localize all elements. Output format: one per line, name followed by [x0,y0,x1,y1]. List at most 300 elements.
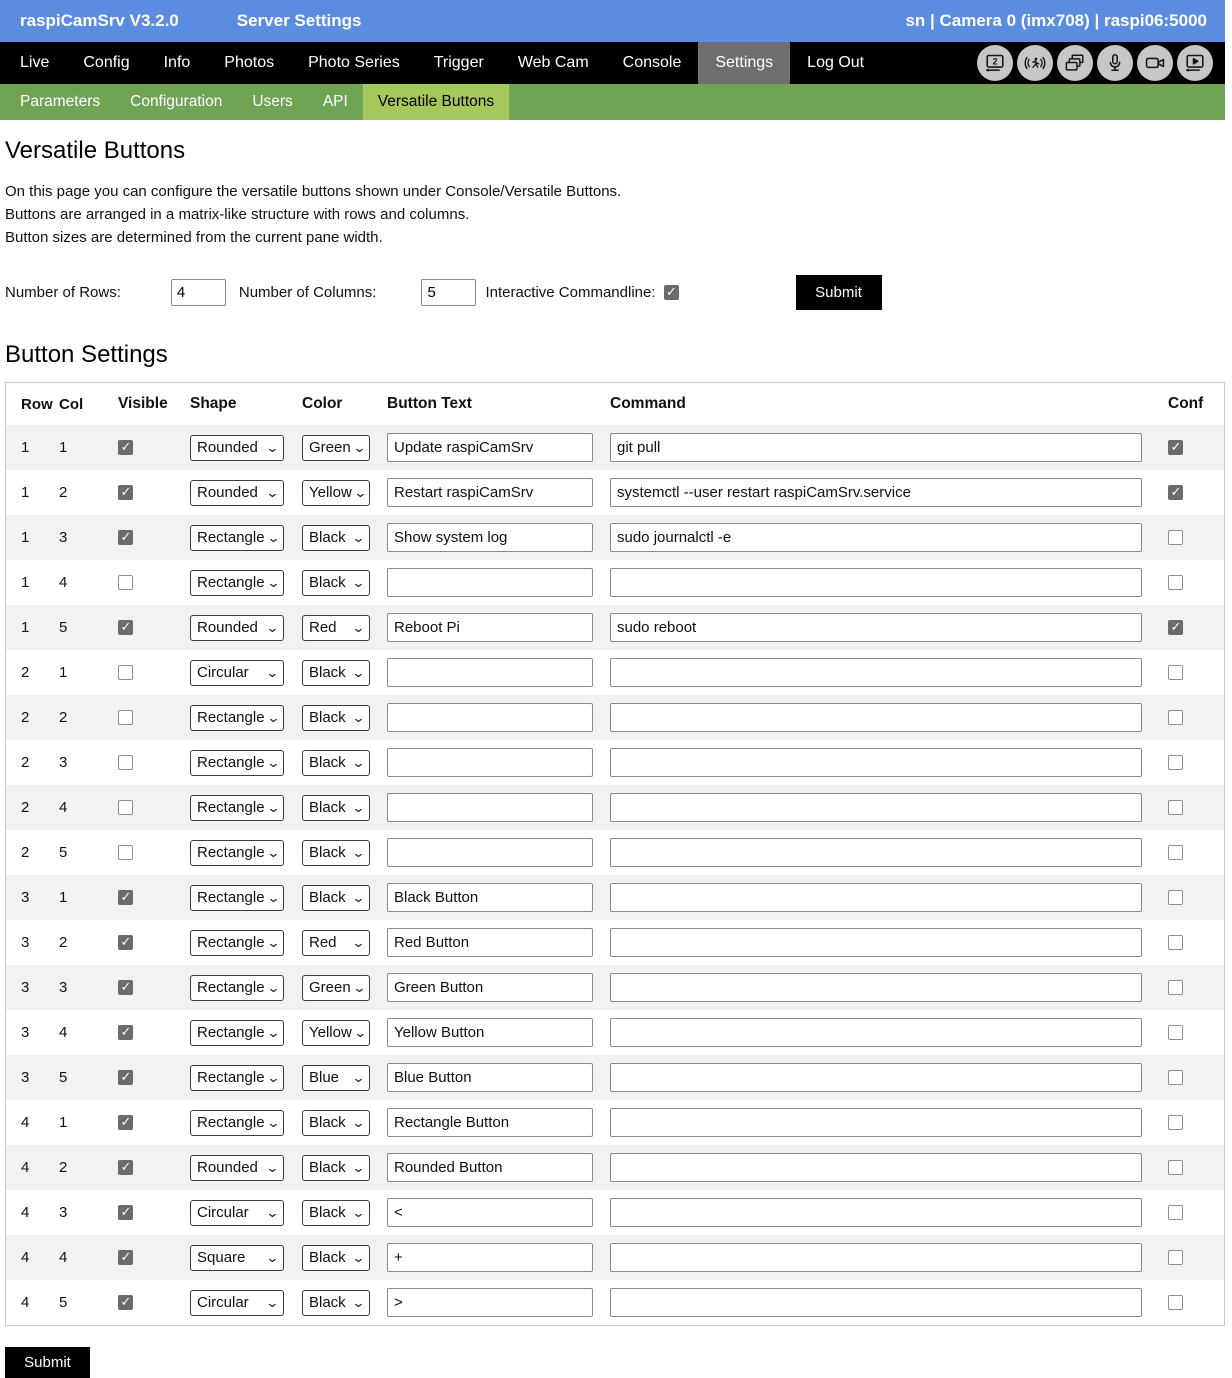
visible-checkbox[interactable] [118,1250,133,1265]
app-title: raspiCamSrv V3.2.0 [20,11,179,30]
color-selected-value: Yellow [309,1024,352,1041]
table-row [6,920,1224,965]
visible-checkbox[interactable] [118,485,133,500]
display-2-icon[interactable] [977,45,1013,81]
table-row [6,1235,1224,1280]
color-select[interactable] [302,435,370,461]
shape-selected-value: Rounded [197,1159,258,1176]
shape-select[interactable] [190,885,284,911]
video-camera-icon[interactable] [1137,45,1173,81]
col-number: 5 [59,1069,68,1086]
color-selected-value: Black [309,754,346,771]
shape-selected-value: Rectangle [197,1069,265,1086]
chevron-down-icon: ⌄ [353,1024,368,1040]
visible-checkbox[interactable] [118,620,133,635]
shape-selected-value: Rectangle [197,529,265,546]
command-input[interactable] [610,1198,1142,1227]
table-row [6,740,1224,785]
row-number: 3 [21,1069,30,1086]
table-row [6,605,1224,650]
media-player-icon[interactable] [1177,45,1213,81]
color-selected-value: Black [309,1204,346,1221]
row-number: 4 [21,1159,30,1176]
nav-item-live[interactable]: Live [20,54,50,71]
color-select[interactable] [302,1155,370,1181]
shape-select[interactable] [190,1020,284,1046]
subnav-item-users[interactable]: Users [252,93,293,110]
table-row [6,830,1224,875]
shape-selected-value: Circular [197,664,249,681]
color-select[interactable] [302,1020,370,1046]
color-selected-value: Black [309,1114,346,1131]
button-text-input[interactable] [387,658,593,687]
row-number: 1 [21,529,30,546]
nav-item-trigger[interactable]: Trigger [433,54,484,71]
shape-selected-value: Rounded [197,484,258,501]
row-number: 2 [21,754,30,771]
subnav-item-configuration[interactable]: Configuration [130,93,223,110]
command-input[interactable] [610,1108,1142,1137]
nav-icon-strip [977,42,1225,84]
chevron-down-icon: ⌄ [351,1159,366,1175]
chevron-down-icon: ⌄ [352,979,367,995]
shape-select[interactable] [190,750,284,776]
chevron-down-icon: ⌄ [351,1204,366,1220]
main-content [0,137,1232,1378]
command-input[interactable] [610,613,1142,642]
conf-checkbox[interactable] [1168,620,1183,635]
cols-label: Number of Columns: [238,284,377,301]
row-number: 1 [21,619,30,636]
shape-select[interactable] [190,615,284,641]
color-selected-value: Green [309,979,351,996]
color-select[interactable] [302,525,370,551]
conf-checkbox[interactable] [1168,755,1183,770]
nav-item-info[interactable]: Info [163,54,191,71]
table-row [6,965,1224,1010]
chevron-down-icon: ⌄ [265,439,280,455]
chevron-down-icon: ⌄ [353,484,368,500]
header-visible: Visible [118,395,168,412]
color-select[interactable] [302,840,370,866]
color-selected-value: Black [309,799,346,816]
header-shape: Shape [190,395,237,412]
col-number: 5 [59,1294,68,1311]
shape-selected-value: Rectangle [197,844,265,861]
chevron-down-icon: ⌄ [265,709,281,725]
color-selected-value: Black [309,529,346,546]
row-number: 2 [21,799,30,816]
button-text-input[interactable] [387,1018,593,1047]
shape-selected-value: Rectangle [197,979,265,996]
conf-checkbox[interactable] [1168,665,1183,680]
col-number: 4 [59,574,68,591]
top-header-bar [0,0,1225,42]
conf-checkbox[interactable] [1168,800,1183,815]
visible-checkbox[interactable] [118,800,133,815]
chevron-down-icon: ⌄ [265,979,281,995]
chevron-down-icon: ⌄ [351,709,366,725]
chevron-down-icon: ⌄ [265,1114,281,1130]
color-selected-value: Green [309,439,351,456]
nav-item-console[interactable]: Console [622,54,682,71]
chevron-down-icon: ⌄ [265,1294,280,1310]
col-number: 2 [59,709,68,726]
conf-checkbox[interactable] [1168,485,1183,500]
shape-selected-value: Rectangle [197,754,265,771]
header-color: Color [302,395,343,412]
table-row [6,695,1224,740]
conf-checkbox[interactable] [1168,575,1183,590]
chevron-down-icon: ⌄ [265,574,281,590]
chevron-down-icon: ⌄ [351,1114,366,1130]
button-text-input[interactable] [387,928,593,957]
table-row [6,425,1224,470]
conf-checkbox[interactable] [1168,710,1183,725]
row-number: 1 [21,484,30,501]
conf-checkbox[interactable] [1168,1160,1183,1175]
table-row [6,470,1224,515]
col-number: 1 [59,889,68,906]
visible-checkbox[interactable] [118,440,133,455]
color-select[interactable] [302,705,370,731]
button-text-input[interactable] [387,1153,593,1182]
table-row [6,1100,1224,1145]
chevron-down-icon: ⌄ [265,664,280,680]
conf-checkbox[interactable] [1168,845,1183,860]
command-input[interactable] [610,973,1142,1002]
row-number: 3 [21,889,30,906]
command-input[interactable] [610,748,1142,777]
nav-items [3,42,881,84]
table-row [6,1010,1224,1055]
button-text-input[interactable] [387,703,593,732]
col-number: 4 [59,1249,68,1266]
chevron-down-icon: ⌄ [265,484,280,500]
chevron-down-icon: ⌄ [351,619,366,635]
color-select[interactable] [302,1065,370,1091]
shape-select[interactable] [190,1110,284,1136]
col-number: 2 [59,484,68,501]
conf-checkbox[interactable] [1168,1250,1183,1265]
conf-checkbox[interactable] [1168,530,1183,545]
chevron-down-icon: ⌄ [265,1024,281,1040]
button-settings-heading: Button Settings [5,341,168,368]
table-header-row [6,383,1224,425]
button-table-body [6,425,1224,1325]
button-text-input[interactable] [387,523,593,552]
shape-select[interactable] [190,1200,284,1226]
color-select[interactable] [302,1200,370,1226]
photo-series-icon[interactable] [1057,45,1093,81]
chevron-down-icon: ⌄ [351,799,366,815]
chevron-down-icon: ⌄ [351,574,366,590]
chevron-down-icon: ⌄ [351,844,366,860]
chevron-down-icon: ⌄ [352,439,367,455]
table-row [6,560,1224,605]
button-text-input[interactable] [387,883,593,912]
chevron-down-icon: ⌄ [351,1249,366,1265]
visible-checkbox[interactable] [118,575,133,590]
col-number: 4 [59,1024,68,1041]
shape-select[interactable] [190,1290,284,1316]
header-command: Command [610,395,686,412]
command-input[interactable] [610,1018,1142,1047]
command-input[interactable] [610,568,1142,597]
row-number: 2 [21,844,30,861]
command-input[interactable] [610,433,1142,462]
button-settings-table [5,382,1225,1326]
interactive-commandline-label: Interactive Commandline: [485,284,656,301]
color-selected-value: Black [309,664,346,681]
color-select[interactable] [302,480,370,506]
button-text-input[interactable] [387,568,593,597]
conf-checkbox[interactable] [1168,935,1183,950]
shape-selected-value: Rectangle [197,709,265,726]
description-line: On this page you can configure the versatile buttons shown under Console/Versatile Buttons. [5,183,622,200]
row-number: 3 [21,1024,30,1041]
chevron-down-icon: ⌄ [351,754,366,770]
col-number: 1 [59,1114,68,1131]
row-number: 4 [21,1249,30,1266]
color-select[interactable] [302,930,370,956]
table-submit-button[interactable]: Submit [5,1347,90,1378]
shape-select[interactable] [190,1155,284,1181]
conf-checkbox[interactable] [1168,1070,1183,1085]
row-number: 4 [21,1114,30,1131]
visible-checkbox[interactable] [118,1070,133,1085]
row-number: 4 [21,1204,30,1221]
chevron-down-icon: ⌄ [351,529,366,545]
motion-detection-icon[interactable] [1017,45,1053,81]
row-number: 3 [21,979,30,996]
col-number: 5 [59,844,68,861]
col-number: 2 [59,934,68,951]
button-text-input[interactable] [387,748,593,777]
button-text-input[interactable] [387,793,593,822]
nav-item-config[interactable]: Config [83,54,130,71]
row-number: 1 [21,439,30,456]
visible-checkbox[interactable] [118,1295,133,1310]
chevron-down-icon: ⌄ [265,619,280,635]
chevron-down-icon: ⌄ [265,889,281,905]
conf-checkbox[interactable] [1168,1205,1183,1220]
row-number: 3 [21,934,30,951]
visible-checkbox[interactable] [118,845,133,860]
col-number: 5 [59,619,68,636]
chevron-down-icon: ⌄ [265,934,281,950]
col-number: 3 [59,1204,68,1221]
nav-item-photos[interactable]: Photos [224,54,275,71]
button-text-input[interactable] [387,1243,593,1272]
conf-checkbox[interactable] [1168,440,1183,455]
color-select[interactable] [302,1110,370,1136]
table-row [6,515,1224,560]
nav-item-settings[interactable]: Settings [698,42,790,84]
subnav-item-parameters[interactable]: Parameters [20,93,101,110]
color-selected-value: Blue [309,1069,340,1086]
command-input[interactable] [610,658,1142,687]
interactive-commandline-checkbox[interactable] [664,285,679,300]
color-selected-value: Black [309,574,346,591]
color-select[interactable] [302,615,370,641]
button-text-input[interactable] [387,1108,593,1137]
button-text-input[interactable] [387,838,593,867]
shape-select[interactable] [190,705,284,731]
button-text-input[interactable] [387,1288,593,1317]
button-text-input[interactable] [387,1063,593,1092]
color-select[interactable] [302,975,370,1001]
color-select[interactable] [302,885,370,911]
command-input[interactable] [610,1288,1142,1317]
visible-checkbox[interactable] [118,710,133,725]
color-select[interactable] [302,660,370,686]
chevron-down-icon: ⌄ [265,1249,280,1265]
chevron-down-icon: ⌄ [265,1204,280,1220]
row-number: 1 [21,574,30,591]
nav-item-photo-series[interactable]: Photo Series [308,54,400,71]
subnav-item-versatile-buttons[interactable]: Versatile Buttons [363,84,509,120]
col-number: 4 [59,799,68,816]
page-heading: Versatile Buttons [5,137,186,164]
conf-checkbox[interactable] [1168,980,1183,995]
visible-checkbox[interactable] [118,890,133,905]
table-row [6,1280,1224,1325]
chevron-down-icon: ⌄ [265,799,281,815]
shape-selected-value: Rectangle [197,799,265,816]
chevron-down-icon: ⌄ [351,889,366,905]
col-number: 3 [59,979,68,996]
conf-checkbox[interactable] [1168,1115,1183,1130]
visible-checkbox[interactable] [118,1025,133,1040]
chevron-down-icon: ⌄ [265,754,281,770]
shape-select[interactable] [190,480,284,506]
button-text-input[interactable] [387,613,593,642]
nav-item-log-out[interactable]: Log Out [807,54,865,71]
table-row [6,1190,1224,1235]
row-number: 2 [21,664,30,681]
col-number: 2 [59,1159,68,1176]
chevron-down-icon: ⌄ [265,1159,280,1175]
cols-input[interactable] [421,279,476,306]
conf-checkbox[interactable] [1168,890,1183,905]
chevron-down-icon: ⌄ [265,529,281,545]
shape-select[interactable] [190,525,284,551]
shape-selected-value: Rectangle [197,1114,265,1131]
shape-selected-value: Square [197,1249,246,1266]
visible-checkbox[interactable] [118,755,133,770]
command-input[interactable] [610,523,1142,552]
color-selected-value: Black [309,889,346,906]
visible-checkbox[interactable] [118,1115,133,1130]
color-select[interactable] [302,795,370,821]
shape-select[interactable] [190,570,284,596]
visible-checkbox[interactable] [118,1160,133,1175]
chevron-down-icon: ⌄ [265,844,281,860]
color-selected-value: Yellow [309,484,352,501]
rows-input[interactable] [171,279,226,306]
shape-selected-value: Rectangle [197,1024,265,1041]
shape-selected-value: Rectangle [197,889,265,906]
shape-selected-value: Rounded [197,619,258,636]
chevron-down-icon: ⌄ [351,1294,366,1310]
col-number: 3 [59,529,68,546]
description-line: Buttons are arranged in a matrix-like structure with rows and columns. [5,206,470,223]
shape-select[interactable] [190,1245,284,1271]
color-selected-value: Black [309,1294,346,1311]
shape-select[interactable] [190,840,284,866]
shape-select[interactable] [190,795,284,821]
col-number: 3 [59,754,68,771]
button-text-input[interactable] [387,1198,593,1227]
command-input[interactable] [610,1153,1142,1182]
visible-checkbox[interactable] [118,665,133,680]
microphone-icon[interactable] [1097,45,1133,81]
table-row [6,1055,1224,1100]
visible-checkbox[interactable] [118,530,133,545]
color-select[interactable] [302,1245,370,1271]
color-select[interactable] [302,750,370,776]
color-selected-value: Black [309,1249,346,1266]
command-input[interactable] [610,928,1142,957]
button-text-input[interactable] [387,478,593,507]
header-row: Row [21,395,53,413]
shape-select[interactable] [190,660,284,686]
visible-checkbox[interactable] [118,980,133,995]
color-select[interactable] [302,570,370,596]
config-submit-button[interactable]: Submit [796,275,882,310]
subnav-item-api[interactable]: API [322,93,348,110]
page-title: Server Settings [236,11,362,30]
svg-text:2: 2 [992,56,998,67]
button-text-input[interactable] [387,433,593,462]
command-input[interactable] [610,703,1142,732]
chevron-down-icon: ⌄ [351,934,366,950]
col-number: 1 [59,664,68,681]
command-input[interactable] [610,1243,1142,1272]
shape-select[interactable] [190,975,284,1001]
conf-checkbox[interactable] [1168,1025,1183,1040]
shape-selected-value: Rectangle [197,934,265,951]
visible-checkbox[interactable] [118,1205,133,1220]
command-input[interactable] [610,838,1142,867]
color-selected-value: Red [309,619,337,636]
page-description [5,180,1226,249]
matrix-config-form [5,275,1226,310]
command-input[interactable] [610,883,1142,912]
description-line: Button sizes are determined from the current pane width. [5,229,383,246]
command-input[interactable] [610,478,1142,507]
header-col: Col [59,395,84,413]
table-row [6,785,1224,830]
header-button-text: Button Text [387,395,472,412]
command-input[interactable] [610,1063,1142,1092]
command-input[interactable] [610,793,1142,822]
settings-subnav [0,84,1225,120]
color-select[interactable] [302,1290,370,1316]
row-number: 2 [21,709,30,726]
shape-select[interactable] [190,435,284,461]
button-text-input[interactable] [387,973,593,1002]
shape-select[interactable] [190,1065,284,1091]
shape-select[interactable] [190,930,284,956]
shape-selected-value: Rectangle [197,574,265,591]
visible-checkbox[interactable] [118,935,133,950]
conf-checkbox[interactable] [1168,1295,1183,1310]
table-row [6,875,1224,920]
row-number: 4 [21,1294,30,1311]
nav-item-web-cam[interactable]: Web Cam [517,54,589,71]
